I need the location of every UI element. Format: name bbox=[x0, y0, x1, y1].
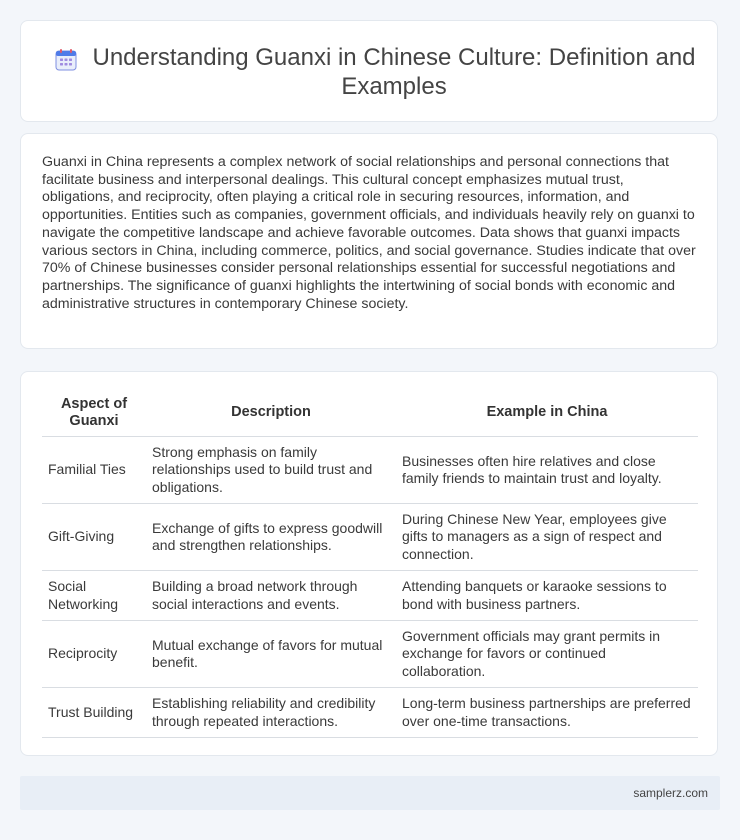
table-row bbox=[42, 437, 698, 504]
description-cell: Building a broad network through social interactions and events. bbox=[146, 571, 396, 621]
footer-site-link[interactable]: samplerz.com bbox=[633, 786, 708, 800]
table-row bbox=[42, 621, 698, 688]
example-cell: Government officials may grant permits in exchange for favors or continued collaboration. bbox=[396, 621, 698, 688]
table-header-row bbox=[42, 390, 698, 437]
intro-paragraph: Guanxi in China represents a complex network of social relationships and personal connections that facilitate business and interpersonal dealings. This cultural concept emphasizes mutual trust, obligations, and reciprocity, often playing a critical role in securing resources, information, and opportunities. Entities such as companies, government officials, and individuals heavily rely on guanxi to navigate the competitive landscape and achieve favorable outcomes. Data shows that guanxi impacts various sectors in China, including commerce, politics, and social governance. Studies indicate that over 70% of Chinese businesses consider personal relationships essential for successful negotiations and partnerships. The significance of guanxi highlights the intertwining of social bonds with economic and administrative structures in contemporary Chinese society. bbox=[42, 154, 696, 312]
table-row bbox=[42, 688, 698, 738]
column-header-example: Example in China bbox=[396, 390, 698, 437]
aspect-cell: Social Networking bbox=[42, 571, 146, 621]
table-row bbox=[42, 571, 698, 621]
calendar-icon bbox=[54, 48, 78, 72]
description-cell: Establishing reliability and credibility through repeated interactions. bbox=[146, 688, 396, 738]
footer bbox=[20, 776, 720, 810]
aspect-cell: Familial Ties bbox=[42, 437, 146, 504]
description-cell: Exchange of gifts to express goodwill and strengthen relationships. bbox=[146, 504, 396, 571]
guanxi-table bbox=[42, 390, 698, 738]
table-card bbox=[20, 371, 718, 756]
description-cell: Mutual exchange of favors for mutual benefit. bbox=[146, 621, 396, 688]
table-row bbox=[42, 504, 698, 571]
column-header-description: Description bbox=[146, 390, 396, 437]
example-cell: During Chinese New Year, employees give gifts to managers as a sign of respect and connection. bbox=[396, 504, 698, 571]
aspect-cell: Gift-Giving bbox=[42, 504, 146, 571]
example-cell: Attending banquets or karaoke sessions to bond with business partners. bbox=[396, 571, 698, 621]
aspect-cell: Reciprocity bbox=[42, 621, 146, 688]
title-card bbox=[20, 20, 718, 122]
page-title: Understanding Guanxi in Chinese Culture: Definition and Examples bbox=[92, 44, 696, 100]
column-header-aspect: Aspect of Guanxi bbox=[42, 390, 146, 437]
example-cell: Businesses often hire relatives and close family friends to maintain trust and loyalty. bbox=[396, 437, 698, 504]
example-cell: Long-term business partnerships are preferred over one-time transactions. bbox=[396, 688, 698, 738]
aspect-cell: Trust Building bbox=[42, 688, 146, 738]
description-cell: Strong emphasis on family relationships used to build trust and obligations. bbox=[146, 437, 396, 504]
intro-card bbox=[20, 133, 718, 349]
